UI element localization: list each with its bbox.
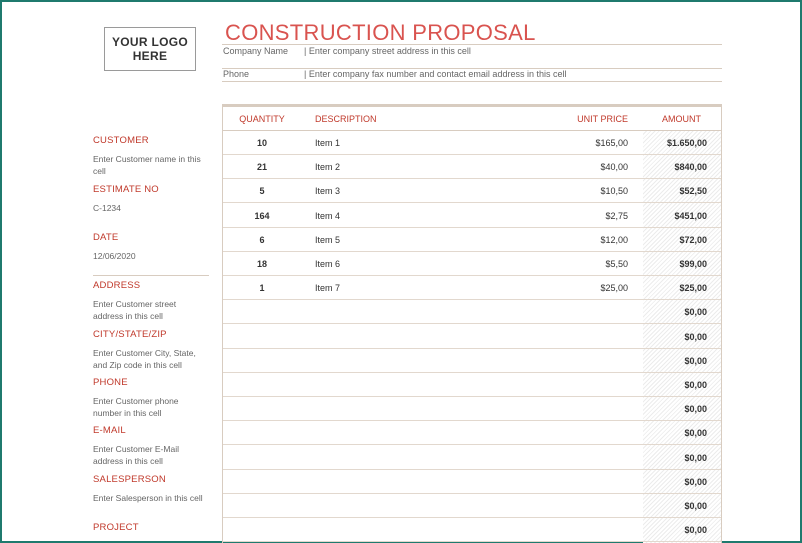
address-label: ADDRESS: [93, 280, 141, 291]
amount-cell[interactable]: $0,00: [684, 307, 707, 318]
description-header: DESCRIPTION: [315, 114, 377, 124]
date-label: DATE: [93, 232, 119, 243]
unit-price-cell[interactable]: $40,00: [600, 162, 628, 173]
unit-price-cell[interactable]: $12,00: [600, 234, 628, 245]
amount-cell[interactable]: $99,00: [679, 259, 707, 269]
unit-price-cell[interactable]: $2,75: [605, 210, 628, 221]
table-row[interactable]: [223, 518, 721, 542]
quantity-cell[interactable]: 1: [259, 283, 265, 294]
amount-cell[interactable]: $0,00: [684, 404, 707, 415]
amount-cell[interactable]: $0,00: [684, 452, 707, 463]
customer-label: CUSTOMER: [93, 135, 149, 146]
estimate-label: ESTIMATE NO: [93, 184, 159, 195]
amount-cell[interactable]: $840,00: [674, 162, 707, 173]
amount-cell[interactable]: $0,00: [684, 428, 707, 439]
unit-price-cell[interactable]: $25,00: [600, 283, 628, 294]
amount-cell[interactable]: $25,00: [679, 283, 707, 294]
salesperson-label: SALESPERSON: [93, 474, 166, 485]
email-field[interactable]: Enter Customer E-Mail address in this cell: [93, 444, 179, 466]
description-cell[interactable]: Item 5: [315, 234, 341, 245]
table-row[interactable]: [223, 325, 721, 349]
date-field[interactable]: 12/06/2020: [93, 251, 136, 261]
city-state-zip-label: CITY/STATE/ZIP: [93, 329, 167, 340]
phone-field[interactable]: Enter Customer phone number in this cell: [93, 396, 179, 418]
company-phone-row: [222, 69, 722, 82]
table-row[interactable]: [223, 397, 721, 421]
table-row[interactable]: [223, 494, 721, 518]
amount-cell[interactable]: $451,00: [674, 210, 707, 221]
description-cell[interactable]: Item 7: [315, 283, 341, 294]
company-name-row: [222, 44, 722, 69]
city-state-zip-field[interactable]: Enter Customer City, State, and Zip code in this cell: [93, 348, 196, 370]
quantity-cell[interactable]: 18: [256, 259, 267, 269]
logo-line-2: HERE: [132, 49, 168, 63]
table-header: [223, 107, 721, 131]
logo-line-1: YOUR LOGO: [111, 35, 189, 49]
quantity-cell[interactable]: 6: [259, 234, 265, 245]
amount-header: AMOUNT: [662, 114, 701, 124]
items-table: [222, 104, 722, 543]
unit-price-cell[interactable]: $5,50: [605, 259, 628, 269]
table-row[interactable]: [223, 155, 721, 179]
quantity-cell[interactable]: 5: [259, 186, 265, 197]
quantity-cell[interactable]: 21: [256, 162, 267, 173]
unit-price-cell[interactable]: $165,00: [595, 138, 628, 148]
amount-cell[interactable]: $0,00: [684, 331, 707, 342]
description-cell[interactable]: Item 1: [315, 138, 341, 148]
unit-price-header: UNIT PRICE: [577, 114, 628, 124]
table-row[interactable]: [223, 228, 721, 252]
salesperson-field[interactable]: Enter Salesperson in this cell: [93, 493, 203, 503]
phone-label: PHONE: [93, 377, 128, 388]
quantity-cell[interactable]: 10: [256, 138, 267, 148]
email-label: E-MAIL: [93, 425, 126, 436]
amount-cell[interactable]: $72,00: [679, 234, 707, 245]
description-cell[interactable]: Item 6: [315, 259, 341, 269]
table-row[interactable]: [223, 300, 721, 324]
table-row[interactable]: [223, 276, 721, 300]
table-row[interactable]: [223, 470, 721, 494]
table-row[interactable]: [223, 179, 721, 203]
company-contact-field[interactable]: | Enter company fax number and contact email address in this cell: [304, 69, 567, 79]
table-row[interactable]: [223, 204, 721, 228]
table-row[interactable]: [223, 446, 721, 470]
company-phone-label: Phone: [223, 69, 250, 79]
company-address-field[interactable]: | Enter company street address in this cell: [304, 46, 471, 56]
customer-name-field[interactable]: Enter Customer name in this cell: [93, 154, 201, 176]
description-cell[interactable]: Item 4: [315, 210, 341, 221]
amount-cell[interactable]: $0,00: [684, 476, 707, 487]
address-field[interactable]: Enter Customer street address in this cell: [93, 299, 177, 321]
quantity-header: QUANTITY: [239, 114, 285, 124]
unit-price-cell[interactable]: $10,50: [600, 186, 628, 197]
estimate-number-field[interactable]: C-1234: [93, 203, 121, 213]
amount-cell[interactable]: $52,50: [679, 186, 707, 197]
description-cell[interactable]: Item 3: [315, 186, 341, 197]
project-label: PROJECT: [93, 522, 139, 533]
panel-divider: [93, 275, 209, 276]
quantity-cell[interactable]: 164: [254, 210, 270, 221]
table-row[interactable]: [223, 131, 721, 155]
amount-cell[interactable]: $0,00: [684, 355, 707, 366]
table-row[interactable]: [223, 421, 721, 445]
description-cell[interactable]: Item 2: [315, 162, 341, 173]
amount-cell[interactable]: $0,00: [684, 525, 707, 536]
table-row[interactable]: [223, 252, 721, 276]
amount-cell[interactable]: $1.650,00: [666, 138, 707, 148]
table-row[interactable]: [223, 349, 721, 373]
company-name-label: Company Name: [223, 46, 289, 56]
logo-placeholder: [104, 27, 196, 71]
amount-cell[interactable]: $0,00: [684, 501, 707, 511]
document-title: CONSTRUCTION PROPOSAL: [225, 20, 536, 45]
amount-cell[interactable]: $0,00: [684, 380, 707, 390]
table-row[interactable]: [223, 373, 721, 397]
